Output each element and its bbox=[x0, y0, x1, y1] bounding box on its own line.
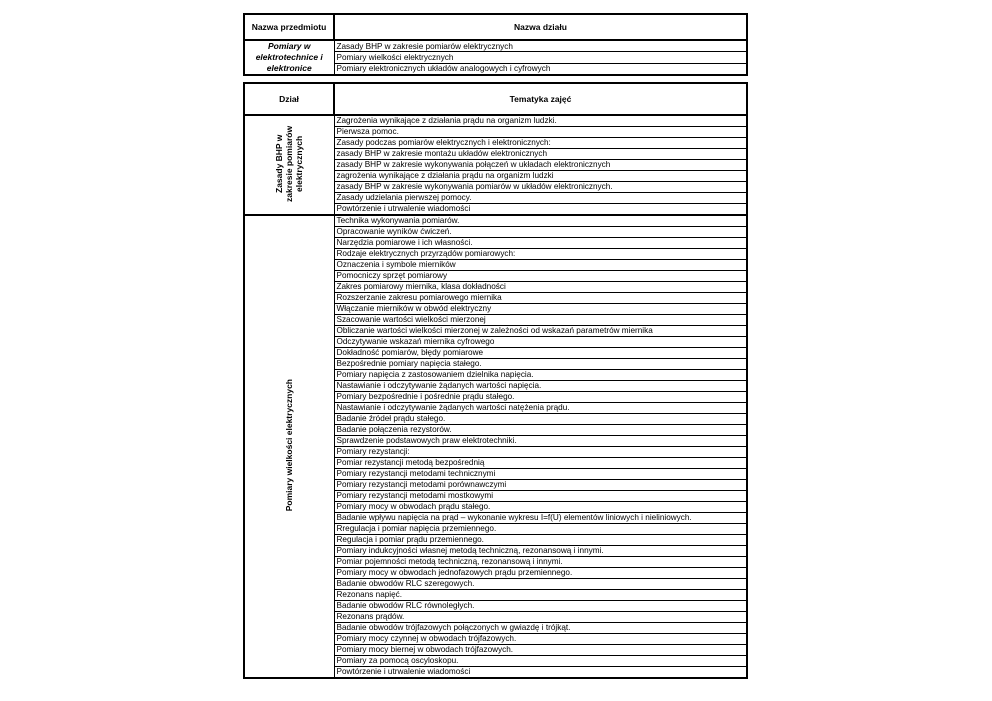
section-name: Pomiary elektronicznych układów analogowych i cyfrowych bbox=[334, 63, 747, 75]
topic-cell: Badanie połączenia rezystorów. bbox=[334, 425, 747, 436]
topic-cell: Badanie źródeł prądu stałego. bbox=[334, 414, 747, 425]
topic-cell: Badanie obwodów RLC szeregowych. bbox=[334, 579, 747, 590]
section-label: Pomiary wielkości elektrycznych bbox=[284, 378, 295, 512]
topic-cell: Pomiary bezpośrednie i pośrednie prądu stałego. bbox=[334, 392, 747, 403]
section-name: Pomiary wielkości elektrycznych bbox=[334, 52, 747, 63]
topic-cell: Rozszerzanie zakresu pomiarowego miernika bbox=[334, 293, 747, 304]
topic-cell: Zasady udzielania pierwszej pomocy. bbox=[334, 193, 747, 204]
header-subject-name: Nazwa przedmiotu bbox=[244, 14, 334, 40]
topic-cell: Sprawdzenie podstawowych praw elektrotechniki. bbox=[334, 436, 747, 447]
topic-cell: Pomiary mocy w obwodach jednofazowych prądu przemiennego. bbox=[334, 568, 747, 579]
header-topics: Tematyka zajęć bbox=[334, 83, 747, 115]
header-section-name: Nazwa działu bbox=[334, 14, 747, 40]
topic-cell: Dokładność pomiarów, błędy pomiarowe bbox=[334, 348, 747, 359]
topic-cell: Włączanie mierników w obwód elektryczny bbox=[334, 304, 747, 315]
topic-cell: Zasady podczas pomiarów elektrycznych i elektronicznych: bbox=[334, 138, 747, 149]
topic-cell: Powtórzenie i utrwalenie wiadomości bbox=[334, 667, 747, 679]
topic-cell: Bezpośrednie pomiary napięcia stałego. bbox=[334, 359, 747, 370]
topic-cell: Pomocniczy sprzęt pomiarowy bbox=[334, 271, 747, 282]
topic-cell: Nastawianie i odczytywanie żądanych wartości napięcia. bbox=[334, 381, 747, 392]
subject-sections-table bbox=[243, 13, 748, 76]
topic-row bbox=[244, 215, 747, 227]
topic-cell: Pierwsza pomoc. bbox=[334, 127, 747, 138]
topic-cell: Badanie obwodów trójfazowych połączonych w gwiazdę i trójkąt. bbox=[334, 623, 747, 634]
topic-cell: Rezonans prądów. bbox=[334, 612, 747, 623]
section-cell bbox=[244, 215, 334, 678]
topic-cell: Rezonans napięć. bbox=[334, 590, 747, 601]
topic-cell: Szacowanie wartości wielkości mierzonej bbox=[334, 315, 747, 326]
topic-cell: Pomiary mocy w obwodach prądu stałego. bbox=[334, 502, 747, 513]
topic-cell: Oznaczenia i symbole mierników bbox=[334, 260, 747, 271]
topic-cell: Pomiary rezystancji metodami technicznymi bbox=[334, 469, 747, 480]
topic-cell: Pomiary mocy czynnej w obwodach trójfazowych. bbox=[334, 634, 747, 645]
subject-name: Pomiary w elektrotechnice i elektronice bbox=[244, 40, 334, 75]
topic-cell: Zagrożenia wynikające z działania prądu na organizm ludzki. bbox=[334, 115, 747, 127]
topic-row bbox=[244, 115, 747, 127]
topic-cell: Badanie wpływu napięcia na prąd – wykonanie wykresu I=f(U) elementów liniowych i nieliniowych. bbox=[334, 513, 747, 524]
topic-cell: Obliczanie wartości wielkości mierzonej w zależności od wskazań parametrów miernika bbox=[334, 326, 747, 337]
topic-cell: Rodzaje elektrycznych przyrządów pomiarowych: bbox=[334, 249, 747, 260]
topic-cell: Pomiar rezystancji metodą bezpośrednią bbox=[334, 458, 747, 469]
topic-cell: Rregulacja i pomiar napięcia przemiennego. bbox=[334, 524, 747, 535]
section-name: Zasady BHP w zakresie pomiarów elektrycznych bbox=[334, 40, 747, 52]
topic-cell: Technika wykonywania pomiarów. bbox=[334, 215, 747, 227]
topic-cell: Zakres pomiarowy miernika, klasa dokładności bbox=[334, 282, 747, 293]
header-section: Dział bbox=[244, 83, 334, 115]
topic-cell: Pomiary indukcyjności własnej metodą techniczną, rezonansową i innymi. bbox=[334, 546, 747, 557]
topic-cell: Powtórzenie i utrwalenie wiadomości bbox=[334, 204, 747, 216]
topic-cell: Pomiary napięcia z zastosowaniem dzielnika napięcia. bbox=[334, 370, 747, 381]
topic-cell: Pomiary rezystancji metodami porównawczymi bbox=[334, 480, 747, 491]
section-cell bbox=[244, 115, 334, 215]
topic-cell: Pomiary mocy biernej w obwodach trójfazowych. bbox=[334, 645, 747, 656]
topic-cell: Narzędzia pomiarowe i ich własności. bbox=[334, 238, 747, 249]
topic-cell: zasady BHP w zakresie wykonywania pomiarów w układów elektronicznych. bbox=[334, 182, 747, 193]
topic-cell: zasady BHP w zakresie wykonywania połączeń w układach elektronicznych bbox=[334, 160, 747, 171]
topic-cell: Pomiar pojemności metodą techniczną, rezonansową i innymi. bbox=[334, 557, 747, 568]
topic-cell: Odczytywanie wskazań miernika cyfrowego bbox=[334, 337, 747, 348]
topic-cell: zagrożenia wynikające z działania prądu na organizm ludzki bbox=[334, 171, 747, 182]
topic-cell: Nastawianie i odczytywanie żądanych wartości natężenia prądu. bbox=[334, 403, 747, 414]
topic-cell: zasady BHP w zakresie montażu układów elektronicznych bbox=[334, 149, 747, 160]
topics-table bbox=[243, 82, 748, 679]
topic-cell: Pomiary za pomocą oscyloskopu. bbox=[334, 656, 747, 667]
topic-cell: Pomiary rezystancji metodami mostkowymi bbox=[334, 491, 747, 502]
section-label: Zasady BHP w zakresie pomiarów elektrycznych bbox=[274, 125, 305, 202]
topic-cell: Pomiary rezystancji: bbox=[334, 447, 747, 458]
topic-cell: Badanie obwodów RLC równoległych. bbox=[334, 601, 747, 612]
topic-cell: Regulacja i pomiar prądu przemiennego. bbox=[334, 535, 747, 546]
topic-cell: Opracowanie wyników ćwiczeń. bbox=[334, 227, 747, 238]
